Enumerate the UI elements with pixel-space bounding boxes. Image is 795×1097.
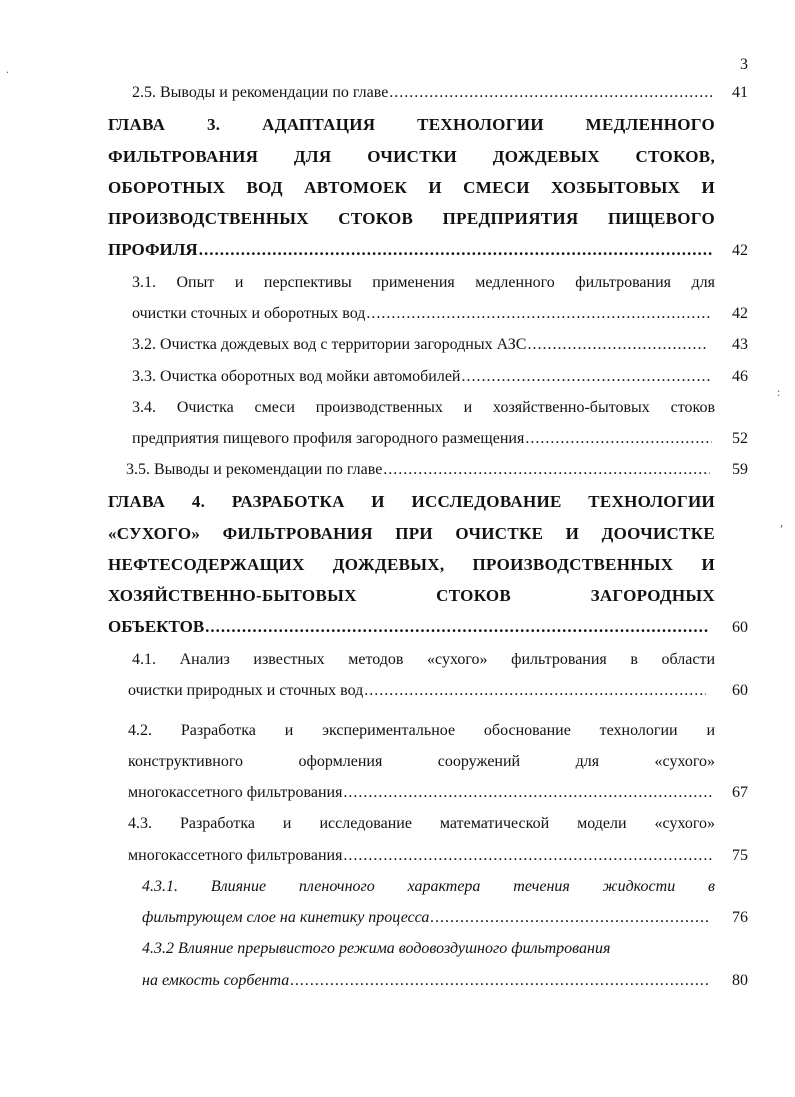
chapter-heading-line: ХОЗЯЙСТВЕННО-БЫТОВЫХ СТОКОВ ЗАГОРОДНЫХ [108,586,715,605]
toc-entry-3-3 [132,368,712,392]
toc-entry-text: очистки сточных и оборотных вод [132,305,366,322]
toc-page-number: 67 [732,784,748,801]
toc-page-number: 60 [732,619,748,636]
toc-page-number: 52 [732,430,748,447]
toc-entry-3-2 [132,336,707,360]
toc-page-number: 42 [732,305,748,322]
chapter-heading-line: «СУХОГО» ФИЛЬТРОВАНИЯ ПРИ ОЧИСТКЕ И ДООЧИСТКЕ [108,524,715,543]
chapter-heading-line: ОБЪЕКТОВ [108,617,205,636]
toc-entry-line: 4.1. Анализ известных методов «сухого» фильтрования в области [132,651,715,668]
toc-entry-line: 4.3.1. Влияние пленочного характера течения жидкости в [142,878,715,895]
chapter-heading-line: ПРОФИЛЯ [108,240,198,259]
toc-entry-4-3-2 [142,972,708,996]
scan-speck: : [777,385,781,399]
scan-speck: . [6,62,9,76]
toc-entry-line: 4.3.2 Влияние прерывистого режима водовоздушного фильтрования [142,940,611,957]
chapter-heading-line: ПРОИЗВОДСТВЕННЫХ СТОКОВ ПРЕДПРИЯТИЯ ПИЩЕВОГО [108,209,715,228]
toc-entry-2-5 [132,84,712,108]
toc-page-number: 60 [732,682,748,699]
toc-page-number: 46 [732,368,748,385]
toc-entry-line: 4.2. Разработка и экспериментальное обоснование технологии и [128,722,715,739]
chapter-heading-last-line [108,617,708,641]
toc-entry-text: очистки природных и сточных вод [128,682,364,699]
toc-entry-3-5 [126,461,710,485]
chapter-heading-line: НЕФТЕСОДЕРЖАЩИХ ДОЖДЕВЫХ, ПРОИЗВОДСТВЕННЫХ И [108,555,715,574]
toc-entry-4-1 [128,682,706,706]
toc-entry-4-2 [128,784,712,808]
toc-entry-line: конструктивного оформления сооружений для «сухого» [128,753,715,770]
scan-speck: , [780,515,783,529]
toc-entry-4-3 [128,847,712,871]
toc-page-number: 59 [732,461,748,478]
page-number: 3 [740,56,748,73]
toc-entry-text: 3.3. Очистка оборотных вод мойки автомобилей [132,368,461,385]
toc-entry-4-3-1 [142,909,708,933]
toc-entry-text: на емкость сорбента [142,972,290,989]
toc-entry-text: многокассетного фильтрования [128,847,343,864]
chapter-heading-line: ГЛАВА 4. РАЗРАБОТКА И ИССЛЕДОВАНИЕ ТЕХНОЛОГИИ [108,492,715,511]
toc-entry-text: предприятия пищевого профиля загородного размещения [132,430,525,447]
toc-entry-line: 3.4. Очистка смеси производственных и хозяйственно-бытовых стоков [132,399,715,416]
toc-entry-line: 4.3. Разработка и исследование математической модели «сухого» [128,815,715,832]
toc-entry-line: 3.1. Опыт и перспективы применения медленного фильтрования для [132,274,715,291]
chapter-heading-line: ГЛАВА 3. АДАПТАЦИЯ ТЕХНОЛОГИИ МЕДЛЕННОГО [108,115,715,134]
toc-entry-3-4 [132,430,712,454]
toc-page-number: 76 [732,909,748,926]
chapter-heading-last-line [108,240,712,264]
toc-page-number: 43 [732,336,748,353]
toc-entry-text: 3.2. Очистка дождевых вод с территории загородных АЗС [132,336,527,353]
toc-page-number: 41 [732,84,748,101]
toc-page-number: 75 [732,847,748,864]
chapter-heading-line: ОБОРОТНЫХ ВОД АВТОМОЕК И СМЕСИ ХОЗБЫТОВЫХ И [108,178,715,197]
toc-entry-text: многокассетного фильтрования [128,784,343,801]
toc-entry-text: 3.5. Выводы и рекомендации по главе [126,461,383,478]
toc-entry-3-1 [132,305,712,329]
toc-page-number: 42 [732,242,748,259]
toc-entry-text: 2.5. Выводы и рекомендации по главе [132,84,389,101]
toc-page-number: 80 [732,972,748,989]
toc-entry-text: фильтрующем слое на кинетику процесса [142,909,430,926]
chapter-heading-line: ФИЛЬТРОВАНИЯ ДЛЯ ОЧИСТКИ ДОЖДЕВЫХ СТОКОВ, [108,147,715,166]
